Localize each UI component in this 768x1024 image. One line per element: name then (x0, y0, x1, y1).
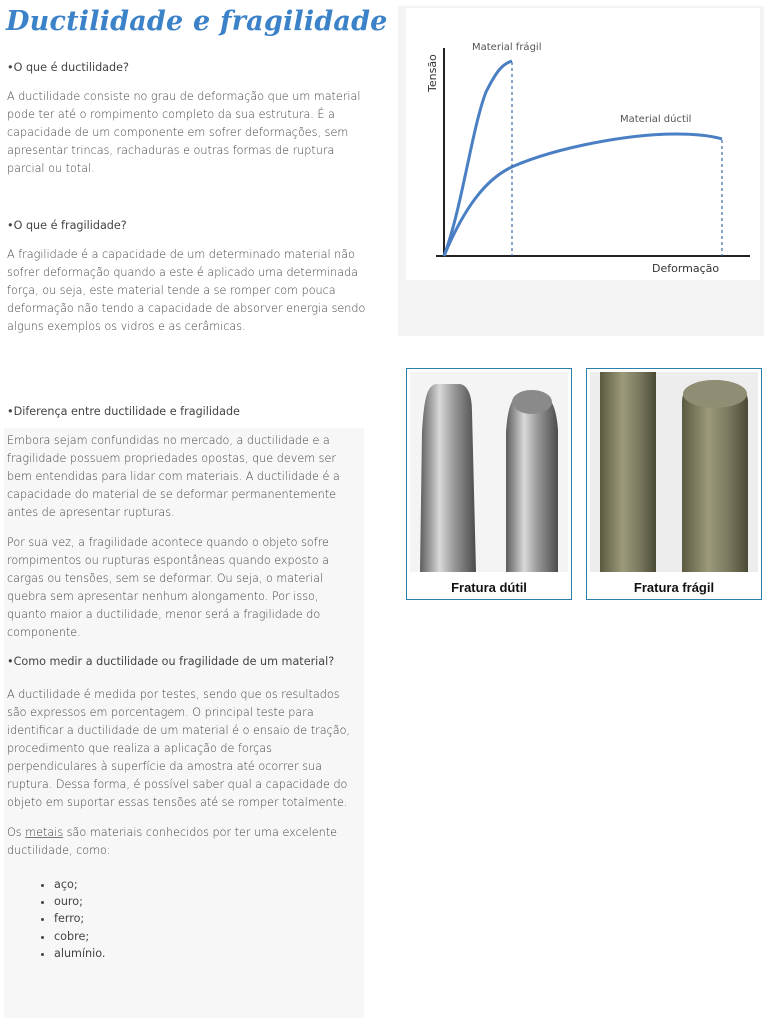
metals-intro-end: são materiais conhecidos por ter uma excelente ductilidade, como: (7, 826, 337, 857)
paragraph-ductility: A ductilidade consiste no grau de deformação que um material pode ter até o rompimento completo da sua estrutura. É a capacidade de um componente em sofrer deformações, sem apresentar trincas, rachaduras e outras formas de ruptura parcial ou total. (7, 90, 361, 175)
list-item: • ouro; (54, 893, 105, 910)
left-rod (420, 384, 476, 572)
list-item: • ferro; (54, 910, 105, 927)
right-rod (682, 380, 748, 572)
brittle-fracture-image (590, 372, 758, 572)
question-ductility: •O que é ductilidade? (7, 61, 129, 74)
paragraph-fragility: A fragilidade é a capacidade de um determinado material não sofrer deformação quando a este é aplicado uma determinada força, ou seja, este material tende a se romper com pouca deformação não tendo a capacidade de absorver energia sendo alguns exemplos os vidros e as cerâmicas. (7, 248, 366, 333)
brittle-fracture-svg (590, 372, 758, 572)
question-measure: •Como medir a ductilidade ou fragilidade de um material? (7, 655, 335, 668)
question-fragility: •O que é fragilidade? (7, 219, 127, 232)
paragraph-measure: A ductilidade é medida por testes, sendo que os resultados são expressos em porcentagem. O principal teste para identificar a ductilidade de um material é o ensaio de tração, procedimento que realiza a aplicação de forças perpendiculares à superfície da amostra até ocorrer sua ruptura. Dessa forma, é possível saber qual a capacidade do objeto em suportar essas tensões até se romper totalmente. (7, 688, 350, 809)
list-item: • alumínio. (54, 945, 105, 962)
list-item: • aço; (54, 876, 105, 893)
paragraph-difference-1: Embora sejam confundidas no mercado, a ductilidade e a fragilidade possuem propriedades opostas, que devem ser bem entendidas para lidar com materiais. A ductilidade é a capacidade do material de se deformar permanentemente antes de apresentar rupturas. (7, 434, 340, 519)
label-fragile: Material frágil (472, 42, 542, 53)
caption-ductile: Fratura dútil (451, 580, 527, 595)
question-difference: •Diferença entre ductilidade e fragilidade (7, 405, 240, 418)
caption-brittle: Fratura frágil (633, 580, 715, 595)
ductile-fracture-image (410, 372, 568, 572)
stress-strain-chart (406, 8, 760, 280)
metals-link[interactable]: metais (25, 826, 64, 839)
brittle-curve (444, 61, 512, 256)
fracture-tip (512, 390, 552, 414)
metals-intro-start: Os (7, 826, 26, 839)
left-rod (600, 372, 656, 572)
y-axis-label: Tensão (426, 54, 439, 92)
ductile-curve (444, 134, 722, 256)
paragraph-metals (7, 824, 353, 860)
ductile-fracture-photo (406, 368, 572, 600)
brittle-fracture-photo (586, 368, 762, 600)
metals-list (22, 876, 105, 962)
ductile-fracture-svg (410, 372, 568, 572)
paragraph-difference-2: Por sua vez, a fragilidade acontece quando o objeto sofre rompimentos ou rupturas espontâneas quando exposto a cargas ou tensões, sem se deformar. Ou seja, o material quebra sem apresentar nenhum alongamento. Por isso, quanto maior a ductilidade, menor será a fragilidade do componente. (7, 536, 329, 639)
label-ductile: Material dúctil (620, 114, 692, 125)
list-item: • cobre; (54, 928, 105, 945)
stress-strain-svg (406, 8, 760, 280)
x-axis-label: Deformação (652, 262, 720, 275)
page-title: Ductilidade e fragilidade (6, 6, 388, 37)
right-rod (506, 390, 558, 572)
fracture-face (683, 380, 747, 408)
